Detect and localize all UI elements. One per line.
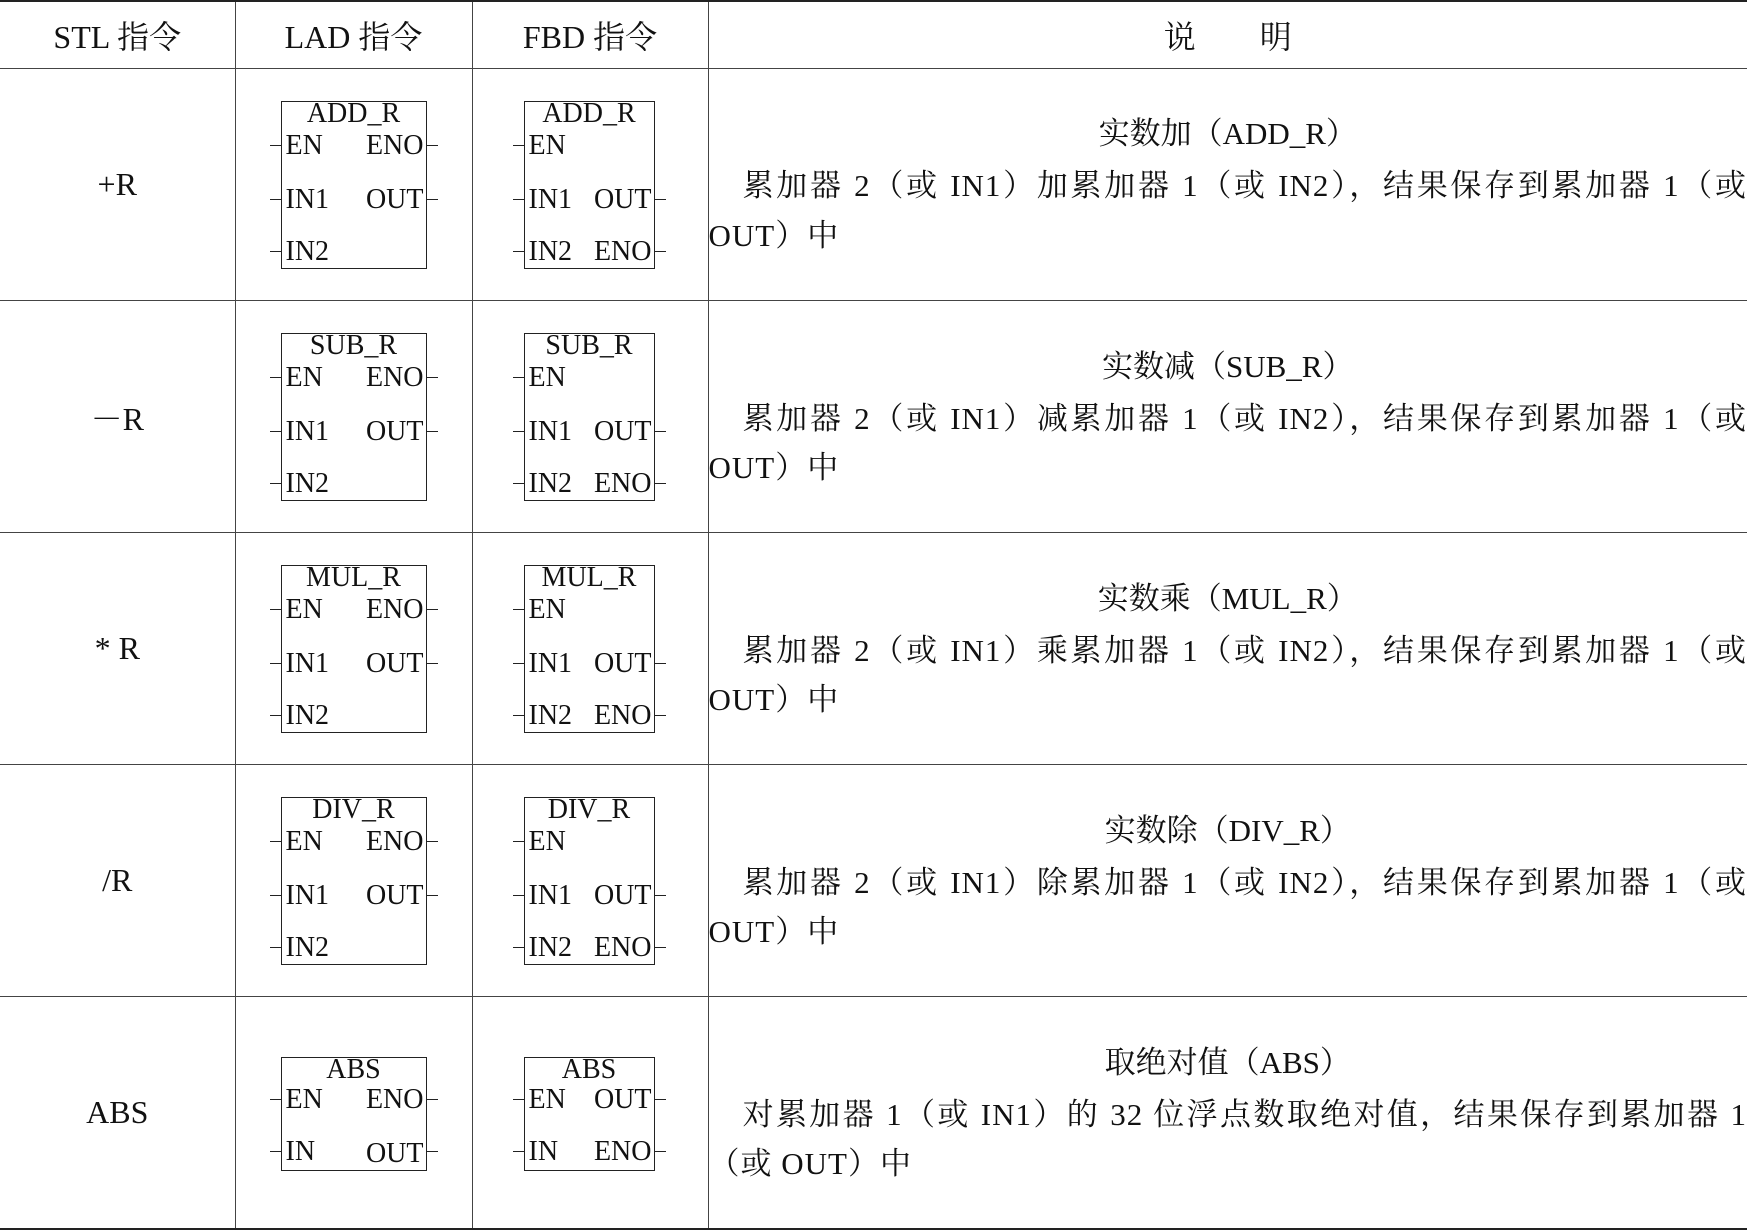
pin-label: ENO [593, 468, 652, 500]
desc-body: 累加器 2（或 IN1）加累加器 1（或 IN2），结果保存到累加器 1（或 OUT）中 [708, 168, 1747, 254]
pin-label: OUT [593, 648, 652, 680]
pin-label: OUT [593, 416, 652, 448]
fbd-cell [472, 765, 708, 997]
pin-stub [427, 663, 438, 664]
desc-title: 取绝对值（ABS） [1104, 1044, 1351, 1080]
pin-stub [427, 1151, 438, 1152]
pin-stub [427, 841, 438, 842]
stl-cell: /R [0, 765, 235, 997]
block-title: ABS [561, 1054, 617, 1086]
pin-stub [270, 1099, 281, 1100]
block-title: MUL_R [541, 562, 637, 594]
pin-label: OUT [593, 184, 652, 216]
pin-stub [655, 947, 666, 948]
lad-block [281, 562, 427, 733]
pin-label: OUT [365, 184, 424, 216]
pin-stub [513, 895, 524, 896]
pin-label: IN2 [528, 236, 573, 268]
table-row [0, 997, 1747, 1229]
stl-cell: * R [0, 533, 235, 765]
lad-block [281, 98, 427, 269]
pin-stub [655, 431, 666, 432]
pin-stub [427, 199, 438, 200]
fbd-cell [472, 533, 708, 765]
pin-label: IN1 [285, 416, 330, 448]
header-stl: STL 指令 [0, 1, 235, 69]
desc-body: 累加器 2（或 IN1）除累加器 1（或 IN2），结果保存到累加器 1（或 OUT）中 [708, 864, 1747, 950]
pin-label: IN2 [285, 236, 330, 268]
pin-stub [270, 841, 281, 842]
block-title: ADD_R [542, 98, 636, 130]
pin-stub [513, 841, 524, 842]
pin-label: IN1 [285, 880, 330, 912]
pin-label: EN [285, 130, 323, 162]
pin-stub [270, 609, 281, 610]
desc-cell [708, 69, 1747, 301]
pin-stub [427, 431, 438, 432]
pin-stub [427, 377, 438, 378]
pin-stub [427, 1099, 438, 1100]
pin-label: EN [528, 594, 566, 626]
pin-stub [513, 947, 524, 948]
desc-cell [708, 301, 1747, 533]
pin-label: IN1 [528, 184, 573, 216]
pin-label: IN1 [285, 184, 330, 216]
desc-body: 累加器 2（或 IN1）乘累加器 1（或 IN2），结果保存到累加器 1（或 OUT）中 [708, 632, 1747, 718]
pin-stub [270, 199, 281, 200]
block-title: SUB_R [309, 330, 398, 362]
pin-label: IN [528, 1136, 559, 1168]
pin-label: OUT [365, 1138, 424, 1170]
pin-label: ENO [593, 236, 652, 268]
pin-label: EN [528, 826, 566, 858]
pin-stub [427, 895, 438, 896]
pin-stub [655, 663, 666, 664]
pin-stub [513, 715, 524, 716]
lad-cell [235, 765, 472, 997]
header-row [0, 1, 1747, 69]
block-title: ADD_R [306, 98, 401, 130]
header-desc: 说 明 [708, 1, 1747, 69]
pin-label: ENO [365, 130, 424, 162]
pin-stub [513, 663, 524, 664]
pin-label: EN [528, 362, 566, 394]
fbd-block [524, 562, 655, 733]
stl-cell: +R [0, 69, 235, 301]
pin-stub [513, 609, 524, 610]
fbd-block [524, 330, 655, 501]
lad-block [281, 1054, 427, 1171]
pin-label: IN [285, 1136, 316, 1168]
desc-cell [708, 765, 1747, 997]
stl-cell: －R [0, 301, 235, 533]
pin-stub [655, 1099, 666, 1100]
pin-stub [270, 145, 281, 146]
pin-label: IN2 [285, 700, 330, 732]
pin-label: ENO [365, 594, 424, 626]
pin-stub [513, 483, 524, 484]
desc-title: 实数乘（MUL_R） [1097, 580, 1358, 616]
pin-label: IN1 [528, 416, 573, 448]
block-title: MUL_R [306, 562, 401, 594]
pin-stub [513, 1099, 524, 1100]
pin-stub [270, 1151, 281, 1152]
fbd-cell [472, 301, 708, 533]
pin-stub [270, 663, 281, 664]
pin-stub [655, 895, 666, 896]
desc-body: 累加器 2（或 IN1）减累加器 1（或 IN2），结果保存到累加器 1（或 OUT）中 [708, 400, 1747, 486]
lad-block [281, 794, 427, 965]
pin-label: EN [528, 130, 566, 162]
pin-label: EN [285, 594, 323, 626]
pin-stub [513, 1151, 524, 1152]
desc-title: 实数减（SUB_R） [1102, 348, 1354, 384]
pin-stub [513, 377, 524, 378]
pin-stub [513, 251, 524, 252]
lad-cell [235, 69, 472, 301]
block-title: SUB_R [545, 330, 633, 362]
pin-label: ENO [365, 362, 424, 394]
pin-stub [270, 483, 281, 484]
pin-stub [270, 895, 281, 896]
pin-stub [655, 483, 666, 484]
stl-cell: ABS [0, 997, 235, 1229]
pin-label: OUT [593, 1084, 652, 1116]
lad-cell [235, 997, 472, 1229]
pin-stub [513, 431, 524, 432]
pin-stub [427, 145, 438, 146]
table-row [0, 69, 1747, 301]
pin-stub [270, 431, 281, 432]
lad-cell [235, 533, 472, 765]
pin-label: IN2 [528, 700, 573, 732]
pin-stub [270, 947, 281, 948]
pin-stub [655, 199, 666, 200]
desc-body: 对累加器 1（或 IN1）的 32 位浮点数取绝对值，结果保存到累加器 1（或 OUT）中 [708, 1096, 1747, 1182]
pin-label: EN [285, 1084, 323, 1116]
pin-label: OUT [365, 648, 424, 680]
desc-title: 实数除（DIV_R） [1104, 812, 1351, 848]
pin-label: ENO [593, 932, 652, 964]
block-title: ABS [326, 1054, 381, 1086]
pin-stub [513, 145, 524, 146]
pin-stub [513, 199, 524, 200]
block-title: DIV_R [547, 794, 631, 826]
pin-label: IN2 [285, 932, 330, 964]
desc-cell [708, 997, 1747, 1229]
lad-block [281, 330, 427, 501]
pin-label: EN [285, 362, 323, 394]
pin-stub [270, 377, 281, 378]
fbd-block [524, 794, 655, 965]
pin-stub [270, 251, 281, 252]
table-row [0, 301, 1747, 533]
fbd-cell [472, 997, 708, 1229]
pin-stub [427, 609, 438, 610]
table-row [0, 765, 1747, 997]
pin-label: OUT [365, 416, 424, 448]
pin-stub [655, 1151, 666, 1152]
pin-label: ENO [365, 1084, 424, 1116]
pin-label: EN [528, 1084, 566, 1116]
pin-label: ENO [593, 700, 652, 732]
fbd-block [524, 98, 655, 269]
table-row [0, 533, 1747, 765]
pin-label: ENO [593, 1136, 652, 1168]
pin-label: IN2 [285, 468, 330, 500]
pin-stub [655, 715, 666, 716]
pin-label: OUT [593, 880, 652, 912]
pin-label: IN1 [528, 648, 573, 680]
desc-cell [708, 533, 1747, 765]
pin-label: IN1 [528, 880, 573, 912]
pin-stub [270, 715, 281, 716]
pin-label: IN2 [528, 468, 573, 500]
lad-cell [235, 301, 472, 533]
block-title: DIV_R [312, 794, 395, 826]
pin-label: EN [285, 826, 323, 858]
header-fbd: FBD 指令 [472, 1, 708, 69]
header-lad: LAD 指令 [235, 1, 472, 69]
pin-label: IN1 [285, 648, 330, 680]
fbd-block [524, 1054, 655, 1171]
fbd-cell [472, 69, 708, 301]
pin-stub [655, 251, 666, 252]
desc-title: 实数加（ADD_R） [1098, 116, 1357, 152]
pin-label: OUT [365, 880, 424, 912]
pin-label: ENO [365, 826, 424, 858]
pin-label: IN2 [528, 932, 573, 964]
